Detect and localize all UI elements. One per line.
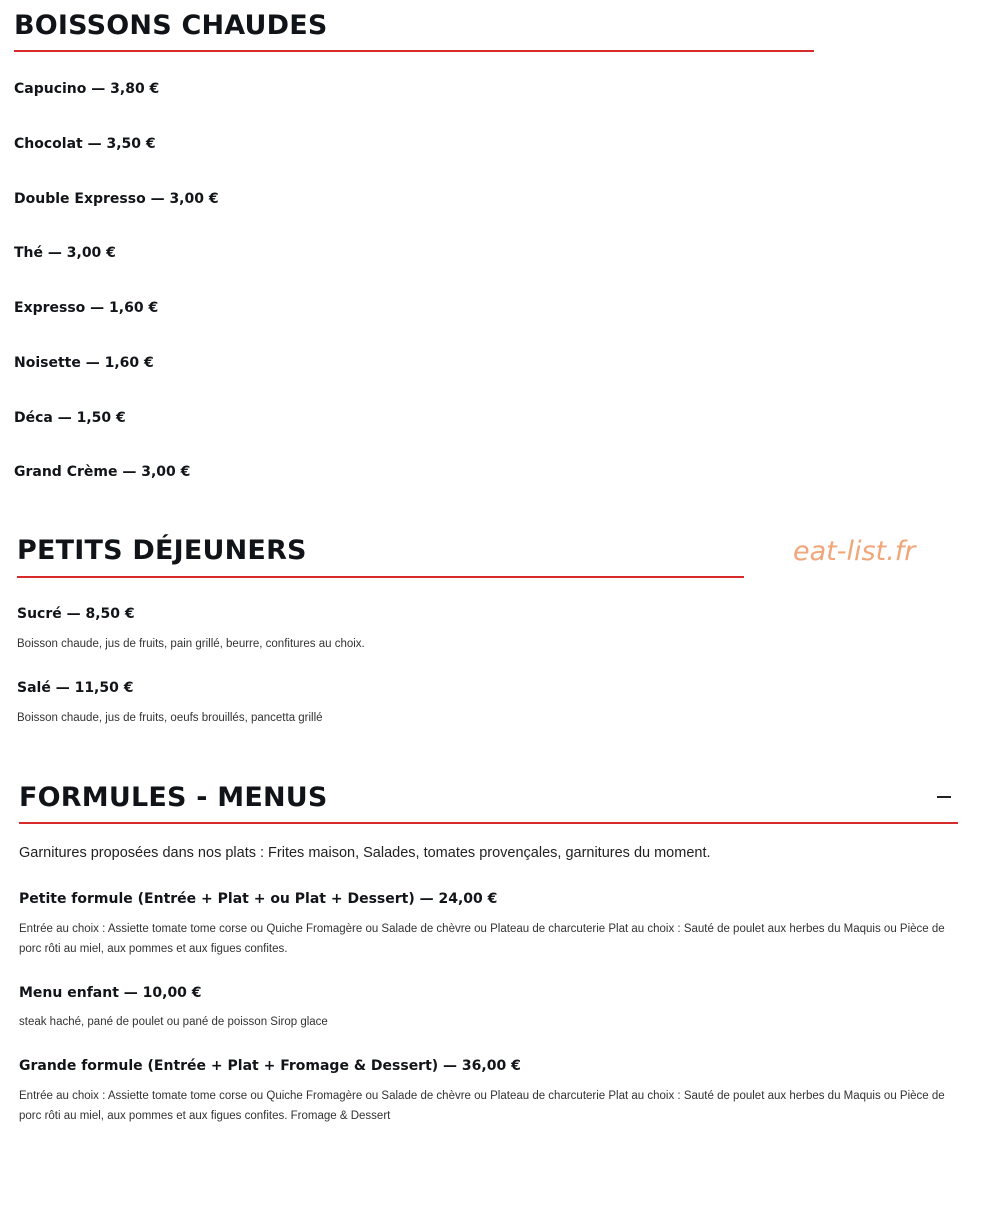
menu-item-description: Boisson chaude, jus de fruits, pain grillé, beurre, confitures au choix. bbox=[17, 638, 365, 650]
garnitures-intro: Garnitures proposées dans nos plats : Frites maison, Salades, tomates provençales, garnitures du moment. bbox=[19, 845, 711, 861]
menu-item: Noisette — 1,60 € bbox=[14, 355, 154, 371]
section-divider bbox=[19, 822, 958, 824]
menu-item: Double Expresso — 3,00 € bbox=[14, 191, 219, 207]
menu-item: Déca — 1,50 € bbox=[14, 410, 126, 426]
section-title-boissons-chaudes: BOISSONS CHAUDES bbox=[14, 10, 328, 41]
collapse-toggle-button[interactable] bbox=[934, 786, 954, 808]
menu-item: Thé — 3,00 € bbox=[14, 245, 116, 261]
minus-icon bbox=[937, 796, 951, 798]
menu-item: Capucino — 3,80 € bbox=[14, 81, 160, 97]
section-title-formules-menus: FORMULES - MENUS bbox=[19, 782, 328, 813]
menu-item: Grand Crème — 3,00 € bbox=[14, 464, 191, 480]
section-divider bbox=[14, 50, 814, 52]
menu-item-description: Entrée au choix : Assiette tomate tome corse ou Quiche Fromagère ou Salade de chèvre ou Plateau de charcuterie Plat au choix : Sauté de poulet aux herbes du Maquis ou Pièce de porc rôti au miel, aux pommes et aux figues confites. Fromage & Dessert bbox=[19, 1090, 945, 1122]
menu-item: Grande formule (Entrée + Plat + Fromage & Dessert) — 36,00 € bbox=[19, 1058, 521, 1074]
menu-item: Salé — 11,50 € bbox=[17, 680, 134, 696]
section-divider bbox=[17, 576, 744, 578]
menu-item: Menu enfant — 10,00 € bbox=[19, 985, 202, 1001]
menu-item: Expresso — 1,60 € bbox=[14, 300, 159, 316]
menu-item-description: steak haché, pané de poulet ou pané de poisson Sirop glace bbox=[19, 1016, 328, 1028]
menu-item: Petite formule (Entrée + Plat + ou Plat + Dessert) — 24,00 € bbox=[19, 891, 498, 907]
menu-item-description: Entrée au choix : Assiette tomate tome corse ou Quiche Fromagère ou Salade de chèvre ou Plateau de charcuterie Plat au choix : Sauté de poulet aux herbes du Maquis ou Pièce de porc rôti au miel, aux pommes et aux figues confites. bbox=[19, 923, 945, 955]
menu-item: Chocolat — 3,50 € bbox=[14, 136, 156, 152]
menu-item: Sucré — 8,50 € bbox=[17, 606, 135, 622]
menu-item-description: Boisson chaude, jus de fruits, oeufs brouillés, pancetta grillé bbox=[17, 712, 323, 724]
section-title-petits-dejeuners: PETITS DÉJEUNERS bbox=[17, 535, 307, 566]
watermark-text: eat-list.fr bbox=[793, 536, 916, 567]
